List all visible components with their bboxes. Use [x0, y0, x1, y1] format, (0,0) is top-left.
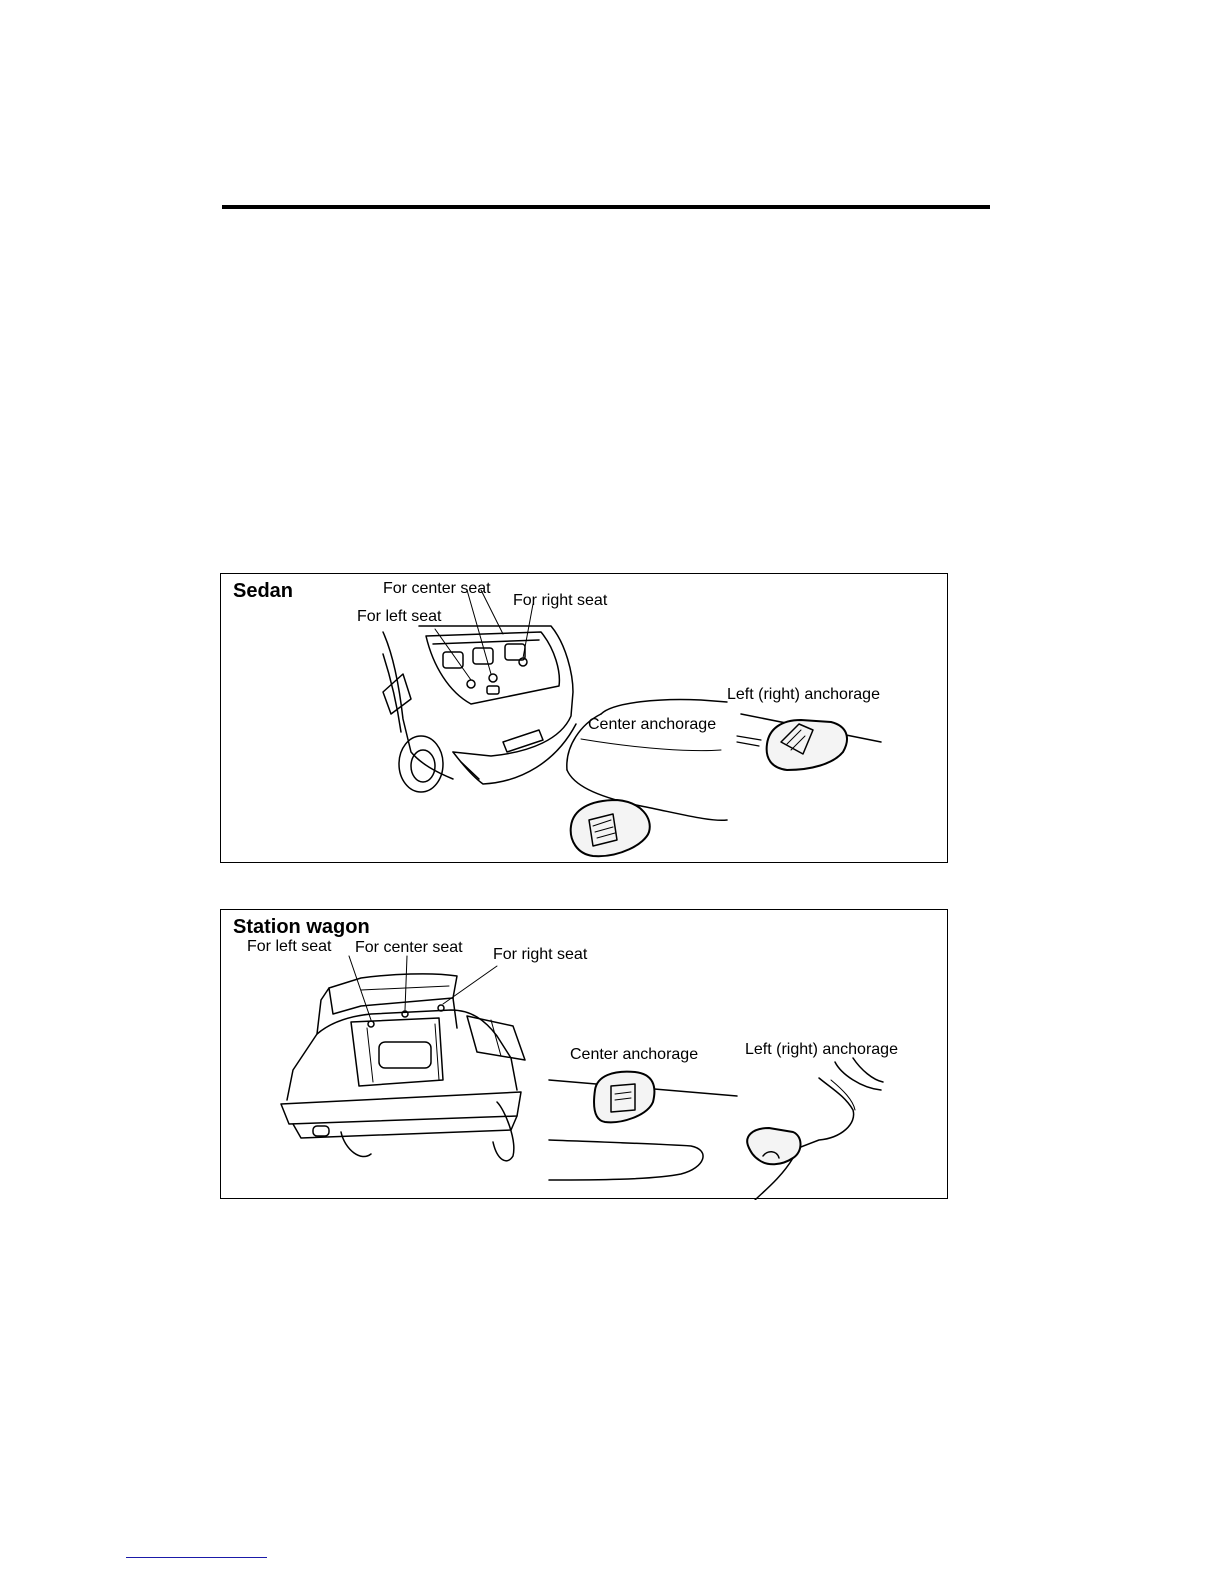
sedan-label-right-seat: For right seat — [513, 592, 608, 609]
sedan-figure — [220, 573, 948, 863]
sedan-title: Sedan — [233, 580, 294, 602]
sedan-illustration — [221, 574, 949, 864]
wagon-label-center-anchorage: Center anchorage — [570, 1046, 699, 1063]
wagon-title: Station wagon — [233, 916, 370, 938]
footer-link-underline[interactable] — [126, 1557, 267, 1558]
wagon-figure — [220, 909, 948, 1199]
sedan-label-side-anchorage: Left (right) anchorage — [727, 686, 880, 703]
top-rule — [222, 205, 990, 209]
wagon-label-side-anchorage: Left (right) anchorage — [745, 1041, 898, 1058]
sedan-label-center-seat: For center seat — [383, 580, 491, 597]
wagon-label-center-seat: For center seat — [355, 939, 463, 956]
sedan-label-left-seat: For left seat — [357, 608, 442, 625]
wagon-label-left-seat: For left seat — [247, 938, 332, 955]
wagon-label-right-seat: For right seat — [493, 946, 588, 963]
sedan-label-center-anchorage: Center anchorage — [588, 716, 717, 733]
